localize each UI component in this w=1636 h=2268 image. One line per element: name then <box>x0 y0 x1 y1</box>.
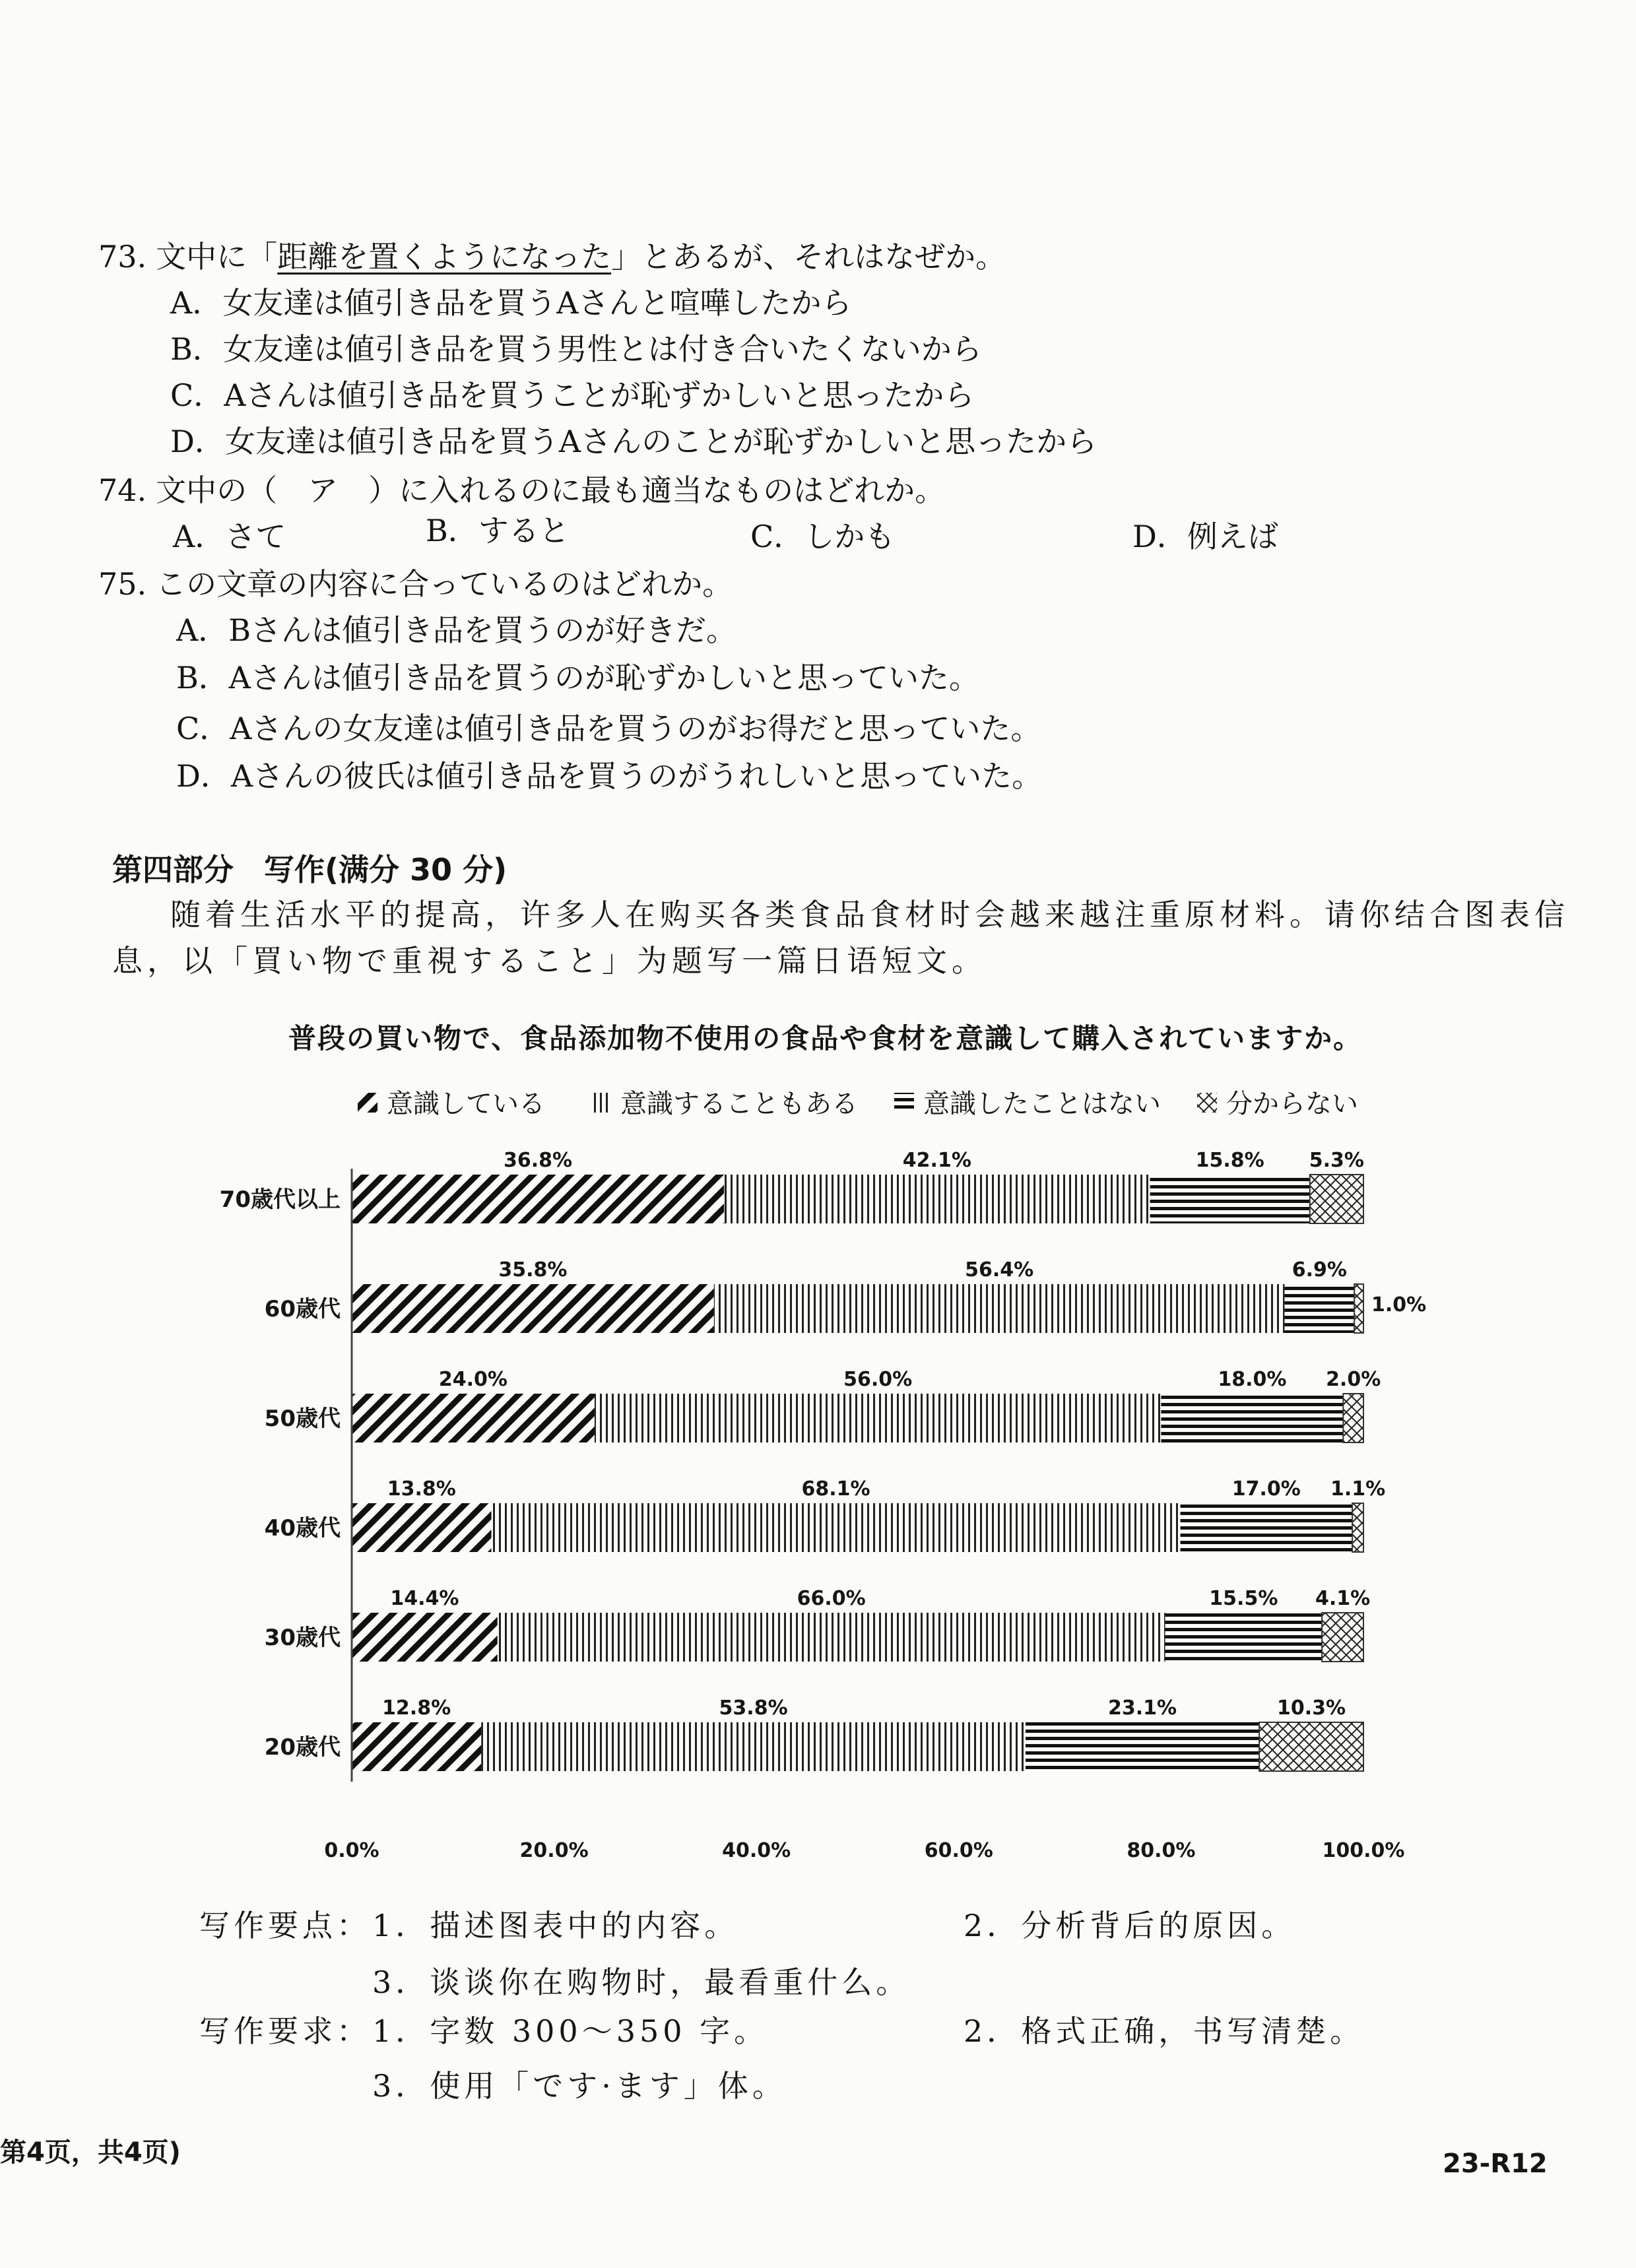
category-label: 30歳代 <box>264 1625 341 1651</box>
data-label: 1.0% <box>1371 1293 1427 1316</box>
question-73-option-a: A．女友達は値引き品を買うAさんと喧嘩したから <box>170 285 852 321</box>
data-label: 12.8% <box>382 1697 451 1720</box>
bar-segment <box>352 1175 724 1223</box>
data-label: 10.3% <box>1277 1697 1346 1720</box>
question-75-option-a: A．Bさんは値引き品を買うのが好きだ。 <box>176 612 737 648</box>
bar-segment <box>1165 1613 1323 1662</box>
data-label: 6.9% <box>1292 1258 1347 1281</box>
question-number: 74. <box>98 472 147 508</box>
x-tick-label: 0.0% <box>324 1839 379 1862</box>
category-label: 60歳代 <box>264 1296 341 1322</box>
question-73-option-b: B．女友達は値引き品を買う男性とは付き合いたくないから <box>170 331 982 367</box>
stem-text: 」とあるが、それはなぜか。 <box>611 239 1006 275</box>
bar-segment <box>1181 1503 1353 1552</box>
part4-heading: 第四部分 写作(满分 30 分) <box>112 852 507 888</box>
writing-requirements-label: 写作要求： <box>199 2013 371 2049</box>
question-75-option-b: B．Aさんは値引き品を買うのが恥ずかしいと思っていた。 <box>176 660 980 696</box>
question-number: 75. <box>98 566 147 602</box>
legend-label: 意識することもある <box>620 1089 858 1119</box>
bar-segment <box>1284 1284 1354 1333</box>
question-number: 73. <box>98 239 147 275</box>
bar-segment <box>1310 1175 1363 1223</box>
bar-segment <box>1259 1722 1363 1771</box>
x-tick-label: 40.0% <box>722 1839 791 1862</box>
data-label: 18.0% <box>1218 1368 1287 1391</box>
data-label: 66.0% <box>797 1587 866 1610</box>
bar-segment <box>595 1394 1161 1442</box>
bar-segment <box>498 1613 1165 1662</box>
bar-segment <box>492 1503 1181 1552</box>
bar-segment <box>1161 1394 1343 1442</box>
bar-segment <box>481 1722 1026 1771</box>
writing-point-1: 1．描述图表中的内容。 <box>372 1908 739 1943</box>
legend <box>358 1089 1358 1119</box>
data-label: 24.0% <box>438 1368 507 1391</box>
bar-segment <box>1322 1613 1363 1662</box>
legend-label: 分からない <box>1226 1089 1358 1119</box>
writing-points-label: 写作要点： <box>199 1908 371 1943</box>
data-label: 56.4% <box>965 1258 1034 1281</box>
writing-requirement-3: 3．使用「です·ます」体。 <box>372 2068 787 2104</box>
question-73-option-c: C．Aさんは値引き品を買うことが恥ずかしいと思ったから <box>170 377 975 413</box>
data-label: 2.0% <box>1326 1368 1381 1391</box>
data-label: 4.1% <box>1315 1587 1371 1610</box>
writing-requirement-2: 2．格式正确，书写清楚。 <box>964 2013 1365 2049</box>
stem-text: 文中の（ ア ）に入れるのに最も適当なものはどれか。 <box>156 472 946 508</box>
x-tick-label: 100.0% <box>1322 1839 1405 1862</box>
data-label: 56.0% <box>843 1368 913 1391</box>
question-74-option-b: B．すると <box>426 513 570 548</box>
horizontal-hatch-legend-swatch <box>894 1093 914 1113</box>
category-label: 40歳代 <box>264 1515 341 1541</box>
x-tick-label: 80.0% <box>1127 1839 1196 1862</box>
vertical-hatch-legend-swatch <box>591 1093 611 1113</box>
stacked-bar-chart <box>0 1069 1636 1881</box>
page-number: 第4页，共4页) <box>0 2137 181 2168</box>
question-74-option-d: D．例えば <box>1132 519 1278 554</box>
bar-segment <box>1343 1394 1363 1442</box>
part4-intro-line-2: 息，以「買い物で重視すること」为题写一篇日语短文。 <box>112 943 987 979</box>
question-73-stem <box>98 239 1006 275</box>
data-label: 1.1% <box>1330 1477 1386 1501</box>
writing-requirement-1: 1．字数 300～350 字。 <box>372 2013 769 2049</box>
cross-hatch-legend-swatch <box>1197 1093 1217 1113</box>
data-label: 68.1% <box>801 1477 870 1501</box>
question-74-option-a: A．さて <box>173 519 286 554</box>
chart-title: 普段の買い物で、食品添加物不使用の食品や食材を意識して購入されていますか。 <box>288 1022 1363 1054</box>
underlined-phrase: 距離を置くようになった <box>277 239 612 275</box>
data-label: 53.8% <box>719 1697 788 1720</box>
stem-text: この文章の内容に合っているのはどれか。 <box>156 566 733 602</box>
data-label: 14.4% <box>390 1587 459 1610</box>
bar-segment <box>1354 1284 1363 1333</box>
bar-segment <box>1150 1175 1310 1223</box>
question-74-option-c: C．しかも <box>750 519 896 554</box>
bar-segment <box>352 1613 498 1662</box>
diagonal-hatch-legend-swatch <box>358 1093 377 1113</box>
category-label: 50歳代 <box>264 1406 341 1432</box>
data-label: 23.1% <box>1108 1697 1177 1720</box>
data-label: 13.8% <box>387 1477 456 1501</box>
question-73-option-d: D．女友達は値引き品を買うAさんのことが恥ずかしいと思ったから <box>170 424 1097 459</box>
legend-label: 意識したことはない <box>923 1089 1161 1119</box>
data-label: 15.8% <box>1195 1149 1264 1172</box>
data-label: 17.0% <box>1231 1477 1301 1501</box>
data-label: 42.1% <box>902 1149 971 1172</box>
stem-text: 文中に「 <box>156 239 278 275</box>
legend-label: 意識している <box>387 1089 545 1119</box>
question-75-option-d: D．Aさんの彼氏は値引き品を買うのがうれしいと思っていた。 <box>176 758 1043 794</box>
category-label: 70歳代以上 <box>219 1186 341 1213</box>
category-label: 20歳代 <box>264 1734 341 1761</box>
x-tick-label: 20.0% <box>519 1839 589 1862</box>
bar-segment <box>724 1175 1150 1223</box>
exam-code: 23-R12 <box>1443 2149 1548 2179</box>
bar-segment <box>352 1722 481 1771</box>
bar-segment <box>352 1503 492 1552</box>
bar-segment <box>1352 1503 1363 1552</box>
bar-segment <box>352 1394 595 1442</box>
bar-segment <box>714 1284 1285 1333</box>
data-label: 5.3% <box>1309 1149 1364 1172</box>
question-75-stem <box>98 566 733 602</box>
x-tick-label: 60.0% <box>924 1839 993 1862</box>
question-74-stem <box>98 472 946 508</box>
writing-point-2: 2．分析背后的原因。 <box>964 1908 1296 1943</box>
writing-point-3: 3．谈谈你在购物时，最看重什么。 <box>372 1964 911 2000</box>
part4-intro-line-1: 随着生活水平的提高，许多人在购买各类食品食材时会越来越注重原材料。请你结合图表信 <box>170 897 1569 932</box>
data-label: 36.8% <box>504 1149 573 1172</box>
bar-segment <box>1026 1722 1259 1771</box>
data-label: 15.5% <box>1209 1587 1278 1610</box>
data-label: 35.8% <box>498 1258 568 1281</box>
question-75-option-c: C．Aさんの女友達は値引き品を買うのがお得だと思っていた。 <box>176 711 1041 746</box>
bars <box>220 1149 1427 1771</box>
bar-segment <box>352 1284 714 1333</box>
